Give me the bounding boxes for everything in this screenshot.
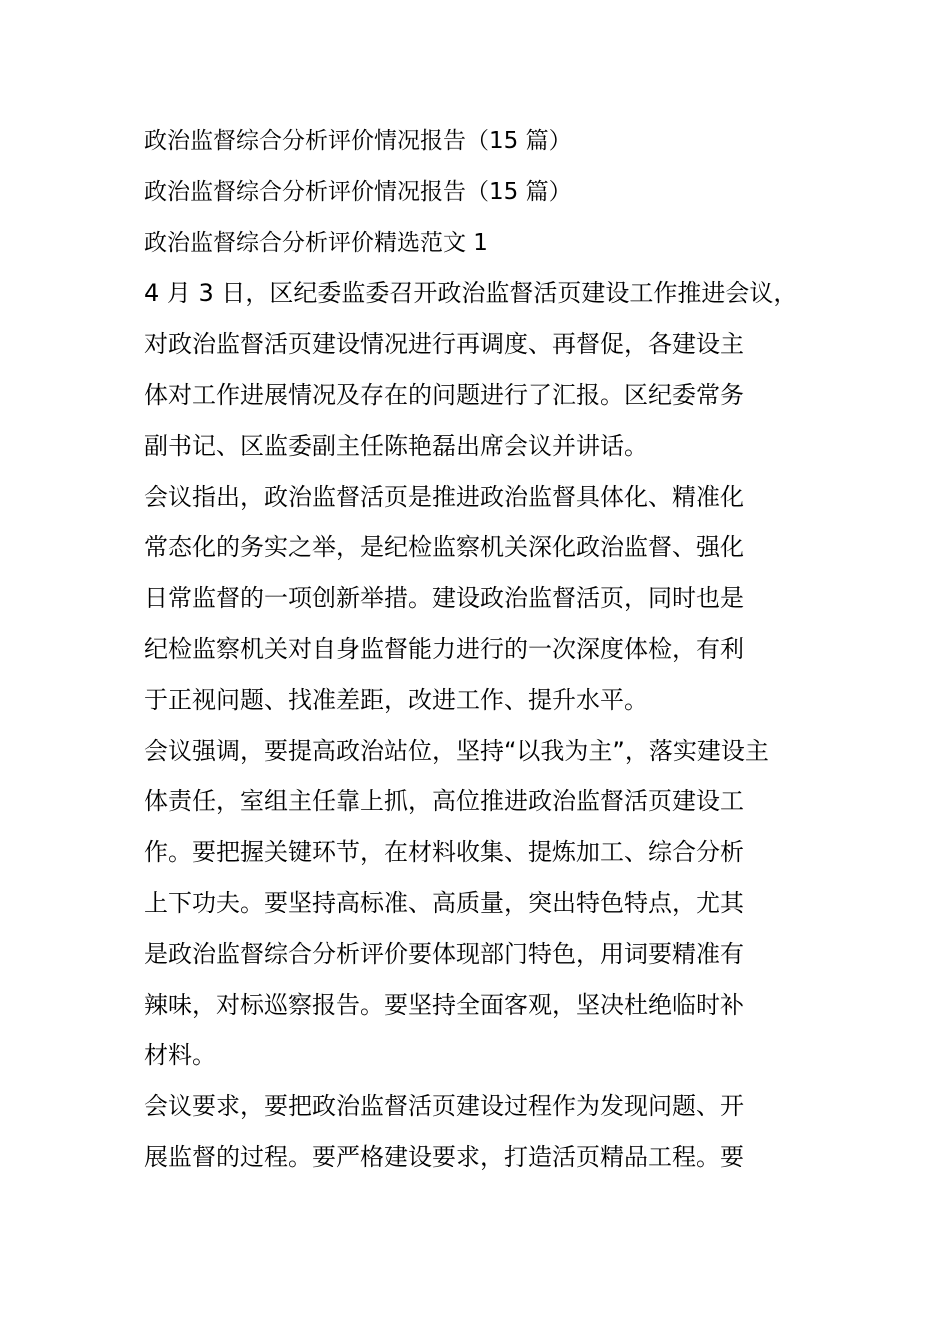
body-line: 辣味，对标巡察报告。要坚持全面客观，坚决杜绝临时补: [144, 990, 744, 1019]
body-line: 会议强调，要提高政治站位，坚持“以我为主”，落实建设主: [144, 736, 769, 765]
body-line: 上下功夫。要坚持高标准、高质量，突出特色特点，尤其: [144, 888, 744, 917]
body-line: 纪检监察机关对自身监督能力进行的一次深度体检，有利: [144, 634, 744, 663]
body-line: 是政治监督综合分析评价要体现部门特色，用词要精准有: [144, 939, 744, 968]
body-line: 作。要把握关键环节，在材料收集、提炼加工、综合分析: [144, 838, 744, 867]
body-line: 常态化的务实之举，是纪检监察机关深化政治监督、强化: [144, 533, 744, 562]
document-content: [144, 116, 844, 1183]
body-line: 日常监督的一项创新举措。建设政治监督活页，同时也是: [144, 584, 744, 613]
body-line: 副书记、区监委副主任陈艳磊出席会议并讲话。: [144, 431, 648, 460]
body-line: 材料。: [144, 1041, 216, 1070]
body-line: 4 月 3 日，区纪委监委召开政治监督活页建设工作推进会议，: [144, 279, 798, 308]
body-line: 对政治监督活页建设情况进行再调度、再督促，各建设主: [144, 330, 744, 359]
document-title-repeat: 政治监督综合分析评价情况报告（15 篇）: [144, 178, 572, 205]
body-line: 于正视问题、找准差距，改进工作、提升水平。: [144, 685, 648, 714]
body-line: 会议要求，要把政治监督活页建设过程作为发现问题、开: [144, 1092, 744, 1121]
document-title: 政治监督综合分析评价情况报告（15 篇）: [144, 128, 572, 154]
section-heading: 政治监督综合分析评价精选范文 1: [144, 229, 488, 256]
body-line: 体责任，室组主任靠上抓，高位推进政治监督活页建设工: [144, 787, 744, 816]
body-line: 展监督的过程。要严格建设要求，打造活页精品工程。要: [144, 1142, 744, 1171]
body-line: 会议指出，政治监督活页是推进政治监督具体化、精准化: [144, 482, 744, 511]
body-line: 体对工作进展情况及存在的问题进行了汇报。区纪委常务: [144, 380, 744, 409]
